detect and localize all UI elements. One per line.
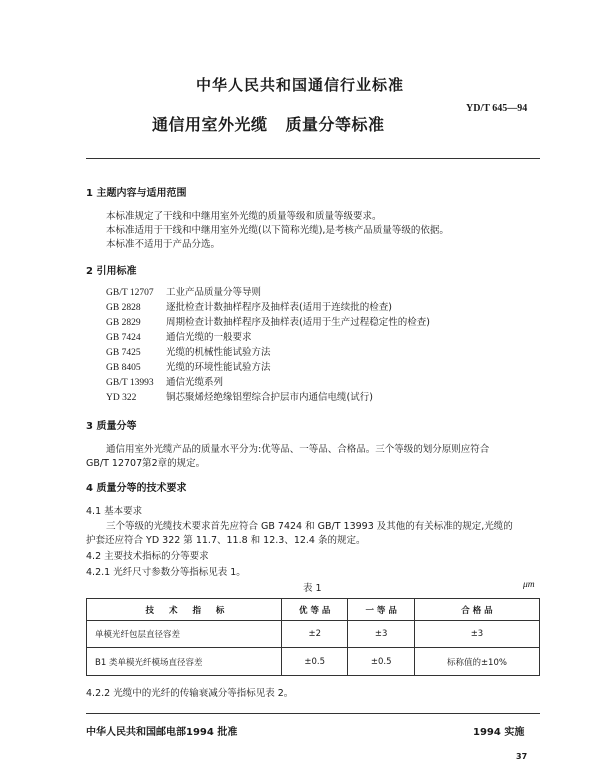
title-part-2: 质量分等标准 — [285, 115, 385, 134]
section-1-heading: 1 主题内容与适用范围 — [86, 188, 187, 199]
reference-item — [106, 359, 271, 373]
reference-code: GB 8405 — [106, 363, 141, 373]
subsection-4-1-heading: 4.1 基本要求 — [86, 506, 143, 517]
reference-title: 光缆的机械性能试验方法 — [166, 347, 271, 358]
reference-title: 光缆的环境性能试验方法 — [166, 362, 271, 373]
table-cell: ±2 — [282, 621, 348, 648]
table-cell: ±3 — [348, 621, 414, 648]
title-part-1: 通信用室外光缆 — [152, 115, 268, 134]
reference-item — [106, 314, 430, 328]
reference-code: GB 2829 — [106, 318, 141, 328]
subsection-4-2-2: 4.2.2 光缆中的光纤的传输衰减分等指标见表 2。 — [86, 688, 294, 699]
subsection-4-1-line: 护套还应符合 YD 322 第 11.7、11.8 和 12.3、12.4 条的规定。 — [86, 535, 366, 546]
section-1-line: 本标准规定了干线和中继用室外光缆的质量等级和质量等级要求。 — [106, 211, 382, 222]
section-1-line: 本标准不适用于产品分选。 — [106, 239, 221, 250]
page-number: 37 — [516, 752, 528, 761]
section-1-line: 本标准适用于干线和中继用室外光缆(以下简称光缆),是考核产品质量等级的依据。 — [106, 225, 449, 236]
reference-title: 逐批检查计数抽样程序及抽样表(适用于连续批的检查) — [166, 302, 392, 313]
section-2-heading: 2 引用标准 — [86, 266, 137, 277]
reference-title: 铜芯聚烯烃绝缘铝塑综合护层市内通信电缆(试行) — [166, 392, 373, 403]
document-title — [152, 112, 385, 135]
reference-title: 工业产品质量分等导则 — [166, 287, 262, 298]
section-4-heading: 4 质量分等的技术要求 — [86, 483, 187, 494]
table-row — [87, 648, 540, 676]
reference-code: YD 322 — [106, 393, 137, 403]
reference-item — [106, 344, 271, 358]
implementation-date: 1994 实施 — [473, 727, 525, 738]
reference-code: GB 2828 — [106, 303, 141, 313]
reference-code: GB 7424 — [106, 333, 141, 343]
reference-item — [106, 389, 373, 403]
header-divider — [86, 158, 540, 159]
standard-number: YD/T 645—94 — [466, 103, 528, 114]
table-cell: ±0.5 — [282, 648, 348, 676]
reference-title: 通信光缆系列 — [166, 377, 224, 388]
subsection-4-2-heading: 4.2 主要技术指标的分等要求 — [86, 551, 209, 562]
subsection-4-2-1: 4.2.1 光纤尺寸参数分等指标见表 1。 — [86, 567, 246, 578]
reference-code: GB/T 12707 — [106, 288, 154, 298]
reference-item — [106, 284, 261, 298]
table-cell: 单模光纤包层直径容差 — [87, 621, 282, 648]
reference-title: 通信光缆的一般要求 — [166, 332, 252, 343]
table-cell: ±0.5 — [348, 648, 414, 676]
reference-item — [106, 374, 223, 388]
footer-divider — [86, 713, 540, 714]
table-header-cell: 技 术 指 标 — [87, 599, 282, 621]
subsection-4-1-line: 三个等级的光缆技术要求首先应符合 GB 7424 和 GB/T 13993 及其他的有关标准的规定,光缆的 — [106, 521, 513, 532]
reference-item — [106, 329, 252, 343]
reference-item — [106, 299, 392, 313]
reference-code: GB/T 13993 — [106, 378, 154, 388]
quality-grade-table — [86, 598, 540, 676]
table-header-cell: 优 等 品 — [282, 599, 348, 621]
table-header-cell: 合 格 品 — [414, 599, 539, 621]
approval-statement: 中华人民共和国邮电部1994 批准 — [86, 727, 238, 738]
table-1-caption: 表 1 — [303, 583, 322, 594]
section-3-heading: 3 质量分等 — [86, 421, 137, 432]
section-3-line: 通信用室外光缆产品的质量水平分为:优等品、一等品、合格品。三个等级的划分原则应符合 — [106, 444, 490, 455]
table-1-unit: μm — [523, 580, 535, 590]
table-header-cell: 一 等 品 — [348, 599, 414, 621]
table-cell: ±3 — [414, 621, 539, 648]
section-3-line: GB/T 12707第2章的规定。 — [86, 458, 206, 469]
table-row — [87, 621, 540, 648]
reference-code: GB 7425 — [106, 348, 141, 358]
reference-title: 周期检查计数抽样程序及抽样表(适用于生产过程稳定性的检查) — [166, 317, 430, 328]
org-title: 中华人民共和国通信行业标准 — [195, 76, 404, 94]
table-header-row — [87, 599, 540, 621]
table-cell: B1 类单模光纤模场直径容差 — [87, 648, 282, 676]
table-cell: 标称值的±10% — [414, 648, 539, 676]
